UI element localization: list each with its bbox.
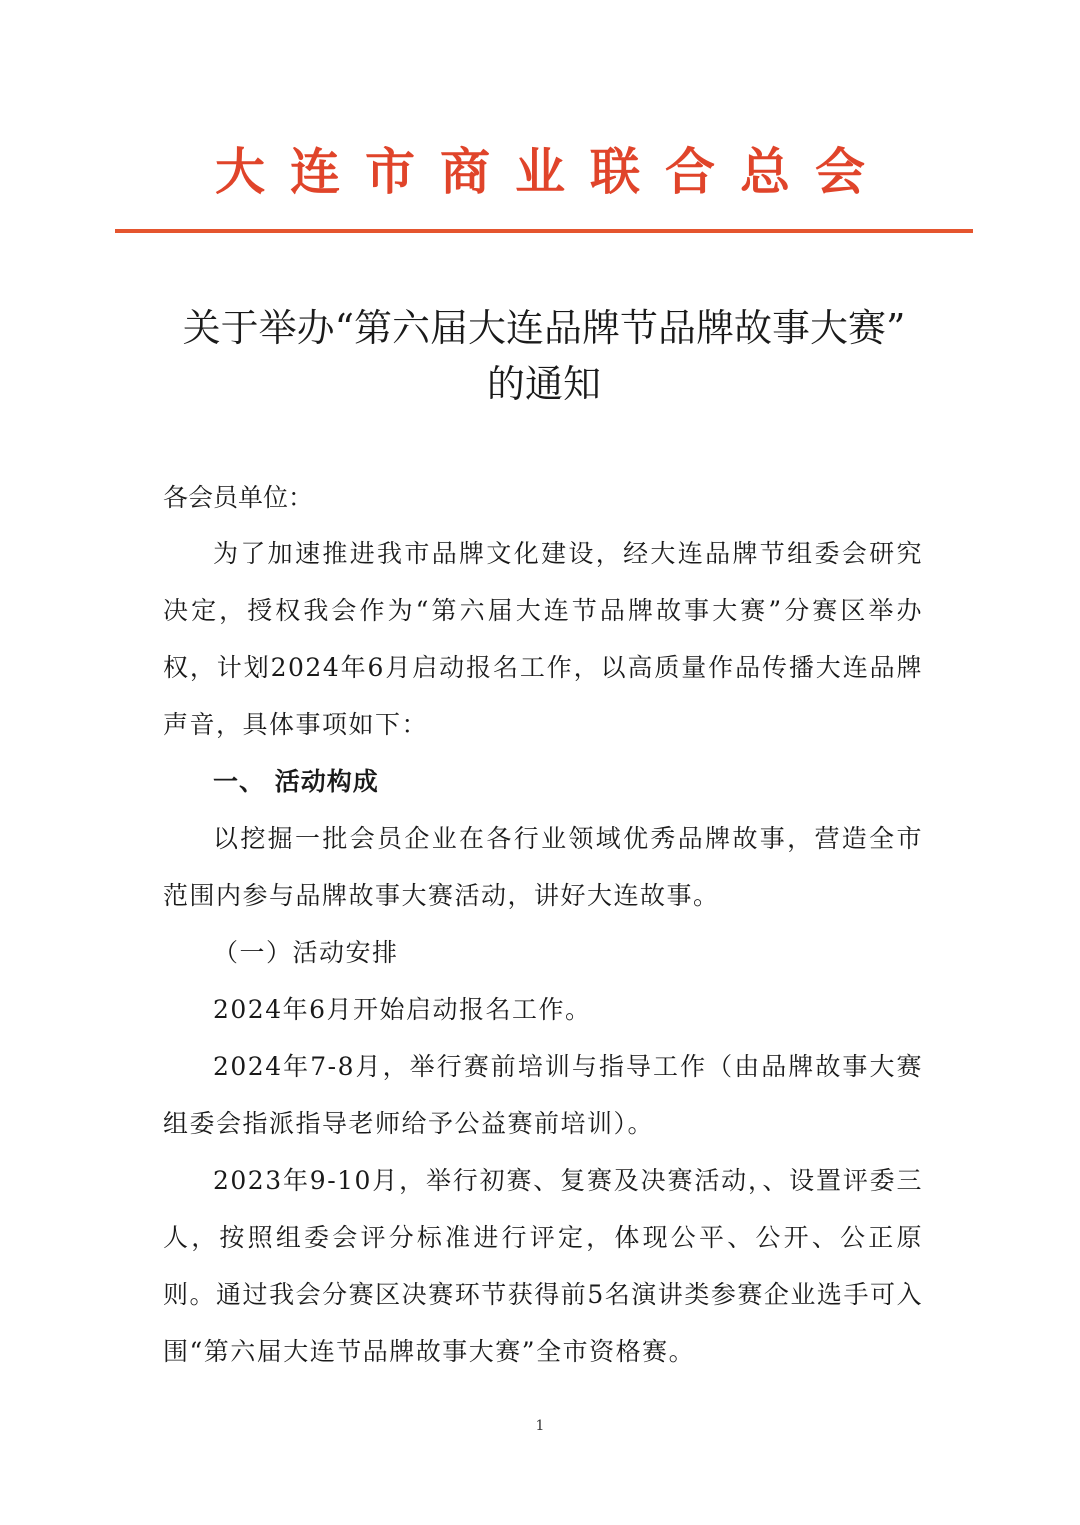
- intro-paragraph: 为了加速推进我市品牌文化建设，经大连品牌节组委会研究决定，授权我会作为“第六届大连节品牌故事大赛”分赛区举办权，计划2024年6月启动报名工作，以高质量作品传播大连品牌声音，具体事项如下：: [163, 539, 923, 739]
- notice-title-line2: 的通知: [486, 362, 601, 406]
- schedule-item-3: 2023年9-10月，举行初赛、复赛及决赛活动，、设置评委三人，按照组委会评分标准进行评定，体现公平、公开、公正原则。通过我会分赛区决赛环节获得前5名演讲类参赛企业选手可入围“第六届大连节品牌故事大赛”全市资格赛。: [163, 1166, 923, 1366]
- section1-heading: 一、 活动构成: [213, 767, 379, 796]
- section1-paragraph: 以挖掘一批会员企业在各行业领域优秀品牌故事，营造全市范围内参与品牌故事大赛活动，讲好大连故事。: [163, 824, 923, 910]
- notice-body: [163, 525, 923, 1380]
- masthead-org-name: 大连市商业联合总会: [215, 143, 890, 201]
- salutation: 各会员单位：: [163, 483, 314, 512]
- notice-title-line1: 关于举办“第六届大连品牌节品牌故事大赛”: [182, 306, 906, 350]
- schedule-item-2: 2024年7-8月，举行赛前培训与指导工作（由品牌故事大赛组委会指派指导老师给予公益赛前培训）。: [163, 1052, 923, 1138]
- schedule-item-1: 2024年6月开始启动报名工作。: [213, 995, 592, 1024]
- masthead-red-rule: [115, 229, 973, 233]
- notice-title: [115, 300, 973, 412]
- subsection1-heading: （一）活动安排: [213, 938, 399, 967]
- page-number: 1: [535, 1418, 545, 1434]
